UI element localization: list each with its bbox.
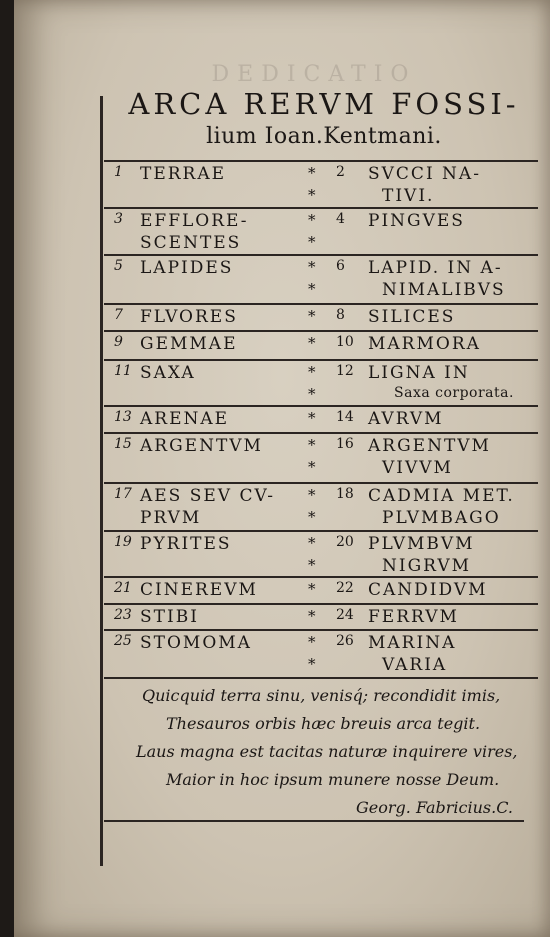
table-row [104,482,538,532]
left-margin-rule [100,96,103,866]
table-row [104,405,538,434]
right-number: 4 [336,211,345,227]
left-number: 17 [114,486,132,502]
title-line-1: ARCA RERVM FOSSI- [128,87,520,121]
table-row [104,207,538,256]
left-entry: SAXA [140,363,196,383]
asterisk-separator: * [308,164,316,182]
asterisk-separator: * [308,385,316,403]
right-entry: PINGVES [368,211,465,231]
asterisk-separator: * [308,280,316,298]
left-entry: ARENAE [140,409,230,429]
left-entry-cont: SCENTES [140,233,242,253]
left-entry-cont: PRVM [140,508,202,528]
left-entry: STIBI [140,607,199,627]
left-entry: CINEREVM [140,580,258,600]
left-entry: LAPIDES [140,258,234,278]
left-number: 3 [114,211,123,227]
asterisk-separator: * [308,607,316,625]
right-entry-cont: NIMALIBVS [382,280,506,300]
table-row [104,576,538,605]
poem-line-3: Laus magna est tacitas naturæ inquirere vires, [136,742,518,761]
right-entry: AVRVM [368,409,444,429]
asterisk-separator: * [308,486,316,504]
right-entry: SVCCI NA- [368,164,481,184]
right-entry: ARGENTVM [368,436,491,456]
right-number: 14 [336,409,354,425]
right-number: 12 [336,363,354,379]
left-number: 23 [114,607,132,623]
right-entry-cont: NIGRVM [382,556,472,576]
table-end-rule [104,677,538,681]
right-entry-cont: VARIA [382,655,448,675]
left-entry: EFFLORE- [140,211,249,231]
asterisk-separator: * [308,233,316,251]
right-entry-cont: PLVMBAGO [382,508,501,528]
table-row [104,254,538,305]
table-row [104,303,538,332]
right-number: 20 [336,534,354,550]
left-number: 21 [114,580,132,596]
table-row [104,330,538,361]
left-entry: AES SEV CV- [140,486,275,506]
asterisk-separator: * [308,363,316,381]
asterisk-separator: * [308,508,316,526]
right-entry-cont: TIVI. [382,186,435,206]
right-entry: CADMIA MET. [368,486,515,506]
left-number: 7 [114,307,123,323]
asterisk-separator: * [308,409,316,427]
left-number: 1 [114,164,123,180]
right-number: 10 [336,334,354,350]
poem-line-2: Thesauros orbis hæc breuis arca tegit. [166,714,481,733]
right-number: 22 [336,580,354,596]
title-line-2: lium Ioan.Kentmani. [206,124,442,149]
right-entry-cont: VIVVM [382,458,453,478]
table-row [104,530,538,578]
left-entry: STOMOMA [140,633,252,653]
right-number: 18 [336,486,354,502]
table-row [104,629,538,679]
table-row [104,603,538,631]
left-number: 11 [114,363,132,379]
poem-author: Georg. Fabricius.C. [356,798,513,817]
asterisk-separator: * [308,211,316,229]
left-number: 13 [114,409,132,425]
asterisk-separator: * [308,655,316,673]
left-entry: FLVORES [140,307,238,327]
asterisk-separator: * [308,334,316,352]
table-row [104,359,538,407]
left-entry: PYRITES [140,534,232,554]
left-entry: TERRAE [140,164,227,184]
right-entry: LAPID. IN A- [368,258,503,278]
asterisk-separator: * [308,436,316,454]
asterisk-separator: * [308,633,316,651]
right-number: 26 [336,633,354,649]
left-entry: ARGENTVM [140,436,263,456]
right-entry: CANDIDVM [368,580,488,600]
right-entry: FERRVM [368,607,459,627]
right-number: 6 [336,258,345,274]
left-number: 25 [114,633,132,649]
right-number: 8 [336,307,345,323]
page-title [104,86,544,152]
right-entry: SILICES [368,307,456,327]
right-entry: LIGNA IN [368,363,470,383]
asterisk-separator: * [308,186,316,204]
poem-line-4: Maior in hoc ipsum munere nosse Deum. [166,770,500,789]
right-number: 2 [336,164,345,180]
asterisk-separator: * [308,307,316,325]
right-entry: MARMORA [368,334,481,354]
asterisk-separator: * [308,580,316,598]
table-row [104,160,538,209]
bottom-rule [104,820,524,822]
left-number: 15 [114,436,132,452]
asterisk-separator: * [308,534,316,552]
right-number: 16 [336,436,354,452]
poem-line-1: Quicquid terra sinu, venisq́; recondidit imis, [142,686,501,705]
bleed-through-heading: DEDICATIO [211,62,417,87]
right-entry: MARINA [368,633,457,653]
right-number: 24 [336,607,354,623]
left-number: 9 [114,334,123,350]
left-entry: GEMMAE [140,334,238,354]
asterisk-separator: * [308,258,316,276]
left-number: 19 [114,534,132,550]
asterisk-separator: * [308,458,316,476]
asterisk-separator: * [308,556,316,574]
right-entry-cont: Saxa corporata. [394,385,514,401]
right-entry: PLVMBVM [368,534,475,554]
table-row [104,432,538,484]
left-number: 5 [114,258,123,274]
